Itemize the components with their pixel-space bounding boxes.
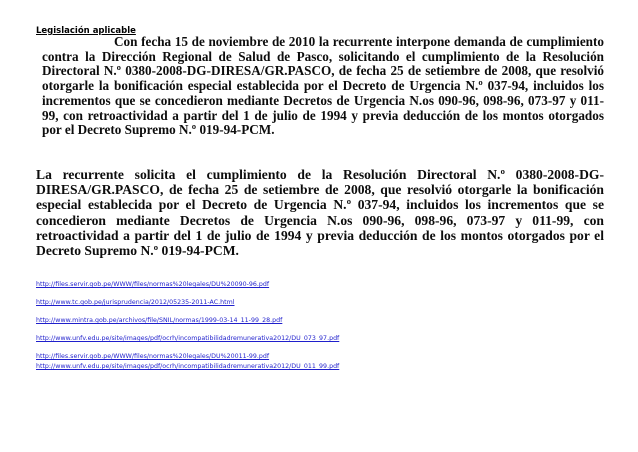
link-du-073-97[interactable]: http://www.unfv.edu.pe/site/images/pdf/ocrh/incompatibilidadremunerativa2012/DU_073_97.pdf	[36, 335, 340, 342]
scanned-excerpt-1	[42, 35, 604, 138]
link-du-090-96[interactable]: http://files.servir.gob.pe/WWW/files/normas%20legales/DU%20090-96.pdf	[36, 281, 270, 288]
link-du-011-99-unfv[interactable]: http://www.unfv.edu.pe/site/images/pdf/ocrh/incompatibilidadremunerativa2012/DU_011_99.pdf	[36, 363, 340, 370]
section-heading: Legislación aplicable	[36, 26, 136, 36]
scanned-excerpt-2	[36, 167, 604, 258]
link-du-011-99-servir[interactable]: http://files.servir.gob.pe/WWW/files/normas%20legales/DU%20011-99.pdf	[36, 353, 270, 360]
link-mintra-11-99[interactable]: http://www.mintra.gob.pe/archivos/file/SNIL/normas/1999-03-14_11-99_28.pdf	[36, 317, 283, 324]
excerpt-2-text: La recurrente solicita el cumplimiento de la Resolución Directoral N.º 0380-2008-DG-DIRESA/GR.PASCO, de fecha 25 de setiembre de 2008, que resolvió otorgarle la bonificación especial establecida por el Decreto de Urgencia N.º 037-94, incluidos los incrementos que se concedieron mediante Decretos de Urgencia N.os 090-96, 098-96, 073-97 y 011-99, con retroactividad a partir del 1 de julio de 1994 y previa deducción de los montos otorgados por el Decreto Supremo N.º 019-94-PCM.	[36, 167, 604, 259]
reference-links	[36, 280, 616, 371]
excerpt-1-text: Con fecha 15 de noviembre de 2010 la recurrente interpone demanda de cumplimiento contra la Dirección Regional de Salud de Pasco, solicitando el cumplimiento de la Resolución Directoral N.º 0380-2008-DG-DIRESA/GR.PASCO, de fecha 25 de setiembre de 2008, que resolvió otorgarle la bonificación especial establecida por el Decreto de Urgencia N.º 037-94, incluidos los incrementos que se concedieron mediante Decretos de Urgencia N.os 090-96, 098-96, 073-97 y 011-99, con retroactividad a partir del 1 de julio de 1994 y previa deducción de los montos otorgados por el Decreto Supremo N.º 019-94-PCM.	[42, 34, 604, 138]
link-tc-jurisprudencia[interactable]: http://www.tc.gob.pe/jurisprudencia/2012/05235-2011-AC.html	[36, 299, 235, 306]
